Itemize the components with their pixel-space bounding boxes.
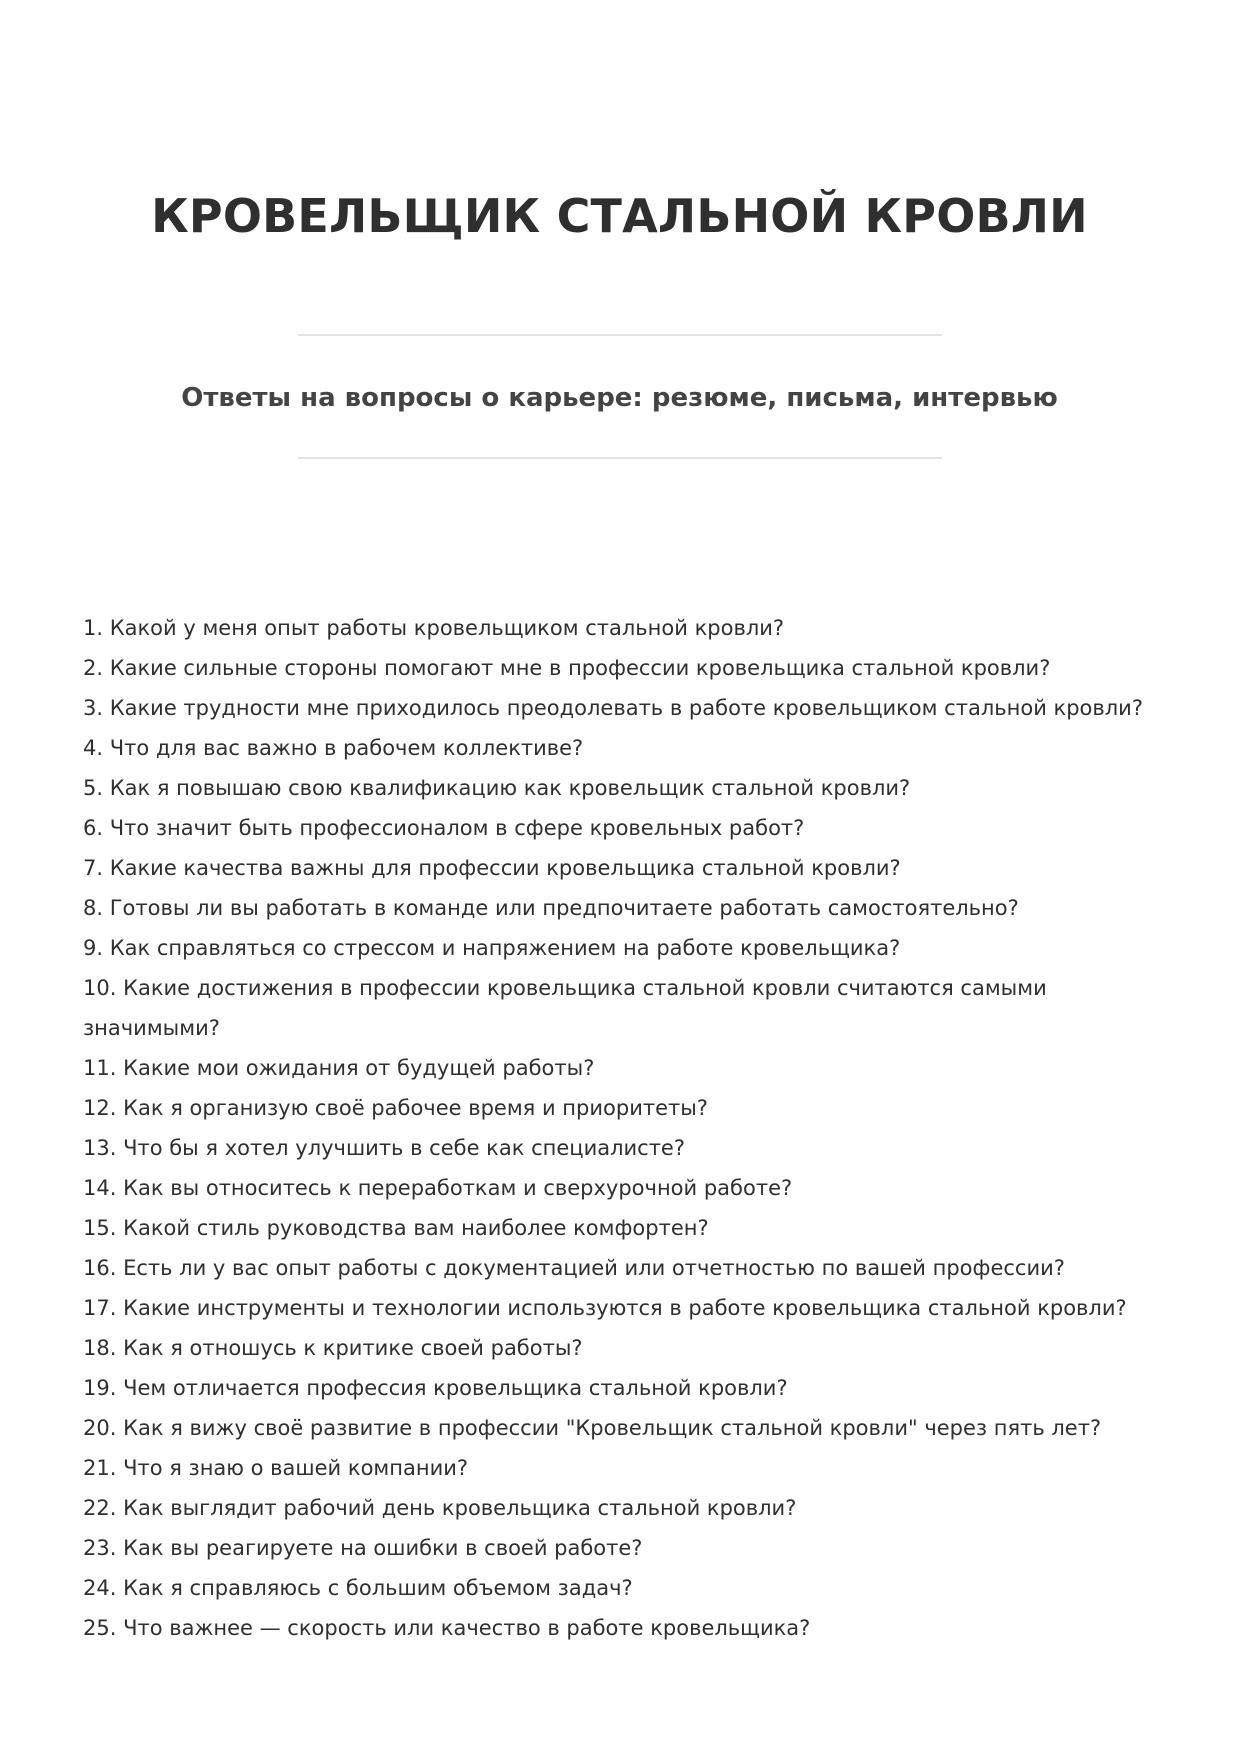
question-list bbox=[83, 608, 1173, 1648]
page-subtitle: Ответы на вопросы о карьере: резюме, письма, интервью bbox=[181, 383, 1058, 413]
question-item: 23. Как вы реагируете на ошибки в своей работе? bbox=[83, 1536, 643, 1560]
question-item: 8. Готовы ли вы работать в команде или предпочитаете работать самостоятельно? bbox=[83, 896, 1019, 920]
divider-top bbox=[298, 334, 942, 336]
question-item: 5. Как я повышаю свою квалификацию как кровельщик стальной кровли? bbox=[83, 776, 911, 800]
question-item: 21. Что я знаю о вашей компании? bbox=[83, 1456, 469, 1480]
question-item: 18. Как я отношусь к критике своей работы? bbox=[83, 1336, 583, 1360]
question-item: 2. Какие сильные стороны помогают мне в профессии кровельщика стальной кровли? bbox=[83, 656, 1051, 680]
question-item: 6. Что значит быть профессионалом в сфере кровельных работ? bbox=[83, 816, 805, 840]
page-title: КРОВЕЛЬЩИК СТАЛЬНОЙ КРОВЛИ bbox=[151, 189, 1088, 243]
question-item: 10. Какие достижения в профессии кровельщика стальной кровли считаются самыми значимыми? bbox=[83, 976, 1047, 1040]
question-item: 19. Чем отличается профессия кровельщика стальной кровли? bbox=[83, 1376, 788, 1400]
question-item: 17. Какие инструменты и технологии используются в работе кровельщика стальной кровли? bbox=[83, 1296, 1127, 1320]
question-item: 7. Какие качества важны для профессии кровельщика стальной кровли? bbox=[83, 856, 901, 880]
question-item: 4. Что для вас важно в рабочем коллективе? bbox=[83, 736, 584, 760]
question-item: 16. Есть ли у вас опыт работы с документацией или отчетностью по вашей профессии? bbox=[83, 1256, 1065, 1280]
question-item: 15. Какой стиль руководства вам наиболее комфортен? bbox=[83, 1216, 709, 1240]
divider-bottom bbox=[298, 457, 942, 459]
question-item: 3. Какие трудности мне приходилось преодолевать в работе кровельщиком стальной кровли? bbox=[83, 696, 1143, 720]
question-item: 12. Как я организую своё рабочее время и приоритеты? bbox=[83, 1096, 708, 1120]
question-item: 24. Как я справляюсь с большим объемом задач? bbox=[83, 1576, 633, 1600]
question-item: 25. Что важнее — скорость или качество в работе кровельщика? bbox=[83, 1616, 811, 1640]
question-item: 11. Какие мои ожидания от будущей работы? bbox=[83, 1056, 595, 1080]
question-item: 13. Что бы я хотел улучшить в себе как специалисте? bbox=[83, 1136, 685, 1160]
question-item: 22. Как выглядит рабочий день кровельщика стальной кровли? bbox=[83, 1496, 797, 1520]
question-item: 9. Как справляться со стрессом и напряжением на работе кровельщика? bbox=[83, 936, 901, 960]
question-item: 20. Как я вижу своё развитие в профессии "Кровельщик стальной кровли" через пять лет? bbox=[83, 1416, 1102, 1440]
question-item: 1. Какой у меня опыт работы кровельщиком стальной кровли? bbox=[83, 616, 785, 640]
question-item: 14. Как вы относитесь к переработкам и сверхурочной работе? bbox=[83, 1176, 793, 1200]
